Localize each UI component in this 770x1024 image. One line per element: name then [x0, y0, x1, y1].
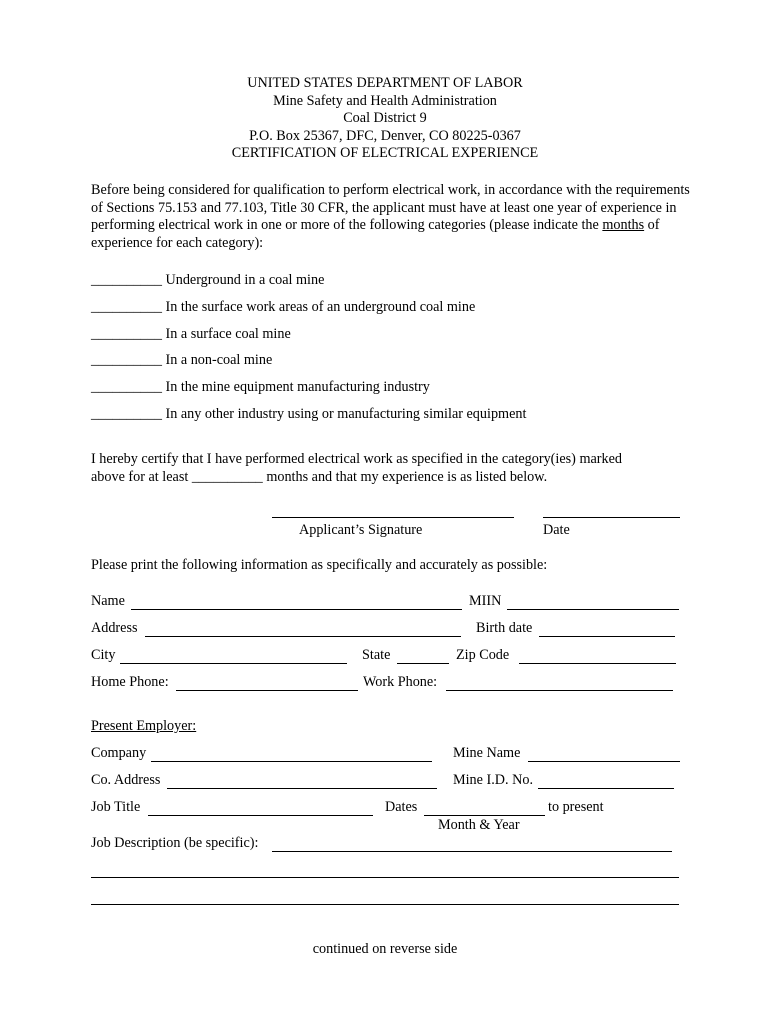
to-present-label: to present [548, 799, 604, 815]
dates-field[interactable] [424, 799, 545, 816]
certify-line-2: above for at least __________ months and that my experience is as listed below. [91, 469, 548, 485]
form-title: CERTIFICATION OF ELECTRICAL EXPERIENCE [231, 145, 539, 161]
mine-id-label: Mine I.D. No. [453, 772, 533, 788]
signature-line[interactable] [272, 504, 514, 518]
company-field[interactable] [151, 745, 432, 762]
birth-date-field[interactable] [539, 620, 675, 637]
months-blank[interactable]: __________ [91, 272, 162, 288]
home-phone-label: Home Phone: [91, 674, 169, 690]
category-surface-underground: __________ In the surface work areas of an underground coal mine [91, 299, 476, 315]
miin-field[interactable] [507, 593, 679, 610]
address-label: Address [91, 620, 138, 636]
month-year-label: Month & Year [438, 817, 520, 833]
name-field[interactable] [131, 593, 462, 610]
name-label: Name [91, 593, 125, 609]
job-description-label: Job Description (be specific): [91, 835, 259, 851]
job-description-field[interactable] [272, 835, 672, 852]
mine-name-label: Mine Name [453, 745, 521, 761]
birth-date-label: Birth date [476, 620, 533, 636]
intro-paragraph: Before being considered for qualification to perform electrical work, in accordance with the requirements of Sections 75.153 and 77.103, Title 30 CFR, the applicant must have at least one year of experience in performing electrical work in one or more of the following categories (please indicate the months of experience for each category): [91, 182, 690, 251]
zip-field[interactable] [519, 647, 676, 664]
work-phone-field[interactable] [446, 674, 673, 691]
form-header [0, 75, 770, 163]
city-label: City [91, 647, 116, 663]
months-blank[interactable]: __________ [91, 352, 162, 368]
job-description-line-2[interactable] [91, 862, 679, 878]
months-blank[interactable]: __________ [91, 326, 162, 342]
state-field[interactable] [397, 647, 449, 664]
city-field[interactable] [120, 647, 347, 664]
category-non-coal: __________ In a non-coal mine [91, 352, 273, 368]
address-field[interactable] [145, 620, 461, 637]
co-address-label: Co. Address [91, 772, 161, 788]
category-other-industry: __________ In any other industry using or manufacturing similar equipment [91, 406, 527, 422]
months-blank[interactable]: __________ [91, 406, 162, 422]
co-address-field[interactable] [167, 772, 437, 789]
mine-id-field[interactable] [538, 772, 674, 789]
category-manufacturing: __________ In the mine equipment manufacturing industry [91, 379, 430, 395]
employer-heading: Present Employer: [91, 718, 197, 734]
job-title-label: Job Title [91, 799, 141, 815]
home-phone-field[interactable] [176, 674, 358, 691]
date-label: Date [543, 522, 570, 538]
signature-date-line[interactable] [543, 504, 680, 518]
state-label: State [362, 647, 391, 663]
district-name: Coal District 9 [343, 110, 427, 126]
category-underground-coal: __________ Underground in a coal mine [91, 272, 325, 288]
company-label: Company [91, 745, 147, 761]
mailing-address: P.O. Box 25367, DFC, Denver, CO 80225-0367 [249, 127, 521, 144]
agency-title: UNITED STATES DEPARTMENT OF LABOR [247, 75, 523, 91]
dates-label: Dates [385, 799, 418, 815]
months-emphasis: months [602, 217, 645, 233]
continued-note: continued on reverse side [312, 941, 458, 957]
job-description-line-3[interactable] [91, 889, 679, 905]
mine-name-field[interactable] [528, 745, 680, 762]
certify-line-1: I hereby certify that I have performed electrical work as specified in the category(ies) marked [91, 451, 622, 467]
zip-label: Zip Code [456, 647, 510, 663]
miin-label: MIIN [469, 593, 502, 609]
months-blank[interactable]: __________ [91, 299, 162, 315]
administration-name: Mine Safety and Health Administration [273, 92, 497, 109]
print-instruction: Please print the following information as specifically and accurately as possible: [91, 557, 548, 573]
work-phone-label: Work Phone: [363, 674, 438, 690]
signature-label: Applicant’s Signature [299, 522, 423, 538]
category-surface-coal: __________ In a surface coal mine [91, 326, 291, 342]
months-blank[interactable]: __________ [91, 379, 162, 395]
job-title-field[interactable] [148, 799, 373, 816]
